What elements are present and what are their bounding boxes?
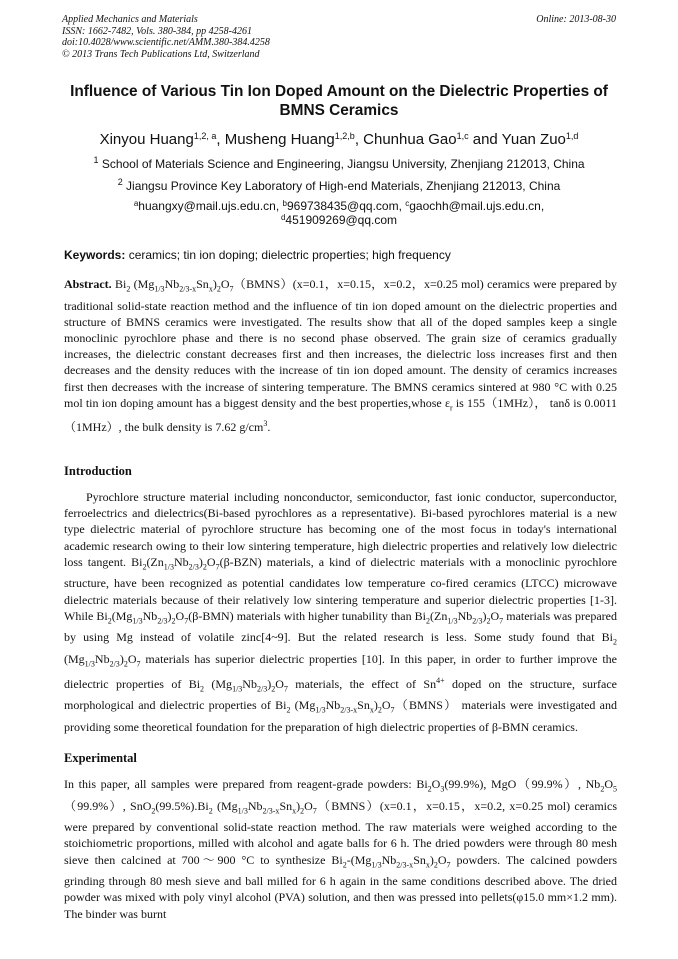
section-heading-introduction: Introduction [64, 464, 132, 478]
online-date: Online: 2013-08-30 [536, 14, 616, 25]
affiliation-text: Jiangsu Province Key Laboratory of High-end Materials, Zhenjiang 212013, China [126, 179, 561, 193]
journal-header [62, 14, 616, 60]
abstract-label: Abstract. [64, 277, 112, 291]
introduction-text: Pyrochlore structure material including nonconductor, semiconductor, fast ionic conductor, superconductor, ferroelectrics and dielectrics(Bi-based pyrochlores as a representative). Bi-based pyrochlores material is a new type dielectric material of pyrochlore structure has becoming one of the most focus in today's international academic research owing to their low sintering temperature, high dielectric properties and relatively low dielectric loss tangent. [64, 490, 617, 569]
abstract-lead: Bi [114, 277, 127, 291]
epsilon-symbol: ε [444, 395, 450, 410]
email-sup: b [282, 199, 287, 208]
author-name: Musheng Huang [224, 131, 335, 148]
copyright-line: © 2013 Trans Tech Publications Ltd, Switzerland [62, 48, 260, 60]
email: gaochh@mail.ujs.edu.cn, [409, 199, 545, 213]
author-sup: 1,c [456, 131, 469, 141]
author-separator: and [468, 131, 502, 148]
affiliation-text: School of Materials Science and Engineering, Jiangsu University, Zhenjiang 212013, China [101, 157, 585, 171]
email: 451909269@qq.com [285, 213, 398, 227]
email-sup: c [405, 199, 410, 208]
author-name: Chunhua Gao [363, 131, 457, 148]
email-line [40, 200, 638, 213]
abstract: Abstract. $Bi_2$ $(Mg_{1/3}Nb_{2/3-x}Sn_x)_2O_7(BMNS)(x=0.1$，x=0.15，x=0.2，x=0.25 mol) ceramics were prepared by traditional solid-state reaction method and the influence of tin ion doped amount on the dielectric properties and structure of BMNS ceramics were investigated. The results show that all of the doped samples keep a single monoclinic pyrochlore phase and there is no second phase observed. The grain size of ceramics gradually increases, the dielectric constant decreases first and then increases, the dielectric loss increases first and then decreases and the density reduces with the increase of tin ion doped amount. The density of ceramics increases first then decreases with the increase of sintering temperature. The BMNS ceramics sintered at 980 °C with 0.25 mol tin ion doping amount has a biggest density and the best properties,whose $\varepsilon_r$ is 155（1MHz）， tanδ is 0.0011（1MHz）, the bulk density is 7.62 $g/cm^3$. [64, 277, 618, 435]
author-sup: 1,2, a [193, 131, 217, 141]
experimental-paragraph: In this paper, all samples were prepared from reagent-grade powders: $Bi_2O_3(99.9\%)$, MgO（99.9%）, $Nb_2O_5(99.9\%)$, $SnO_2(99.5\%).Bi_2$ $(Mg_{1/3}Nb_{2/3-x}Sn_x)_2O_7(BMNS)(x=0.1$，x=0.15，x=0.2, x=0.25 mol) ceramics were prepared by conventional solid-state reaction method. The raw materials were weighed according to the stoichiometric proportions, milled with alcohol and agate balls for 6 h. The dried powders were through 80 mesh sieve then calcined at 700～900 °C to synthesize $Bi_2-(Mg_{1/3}Nb_{2/3-x}Sn_x)_2O_7$ powders. The calcined powders grinding through 80 mesh sieve and ball milled for 6 h again in the same conditions described above. The dried powder was mixed with poly vinyl alcohol (PVA) solution, and then was pressed into pellets(φ15.0 mm×1.2 mm). The binder was burnt [64, 777, 618, 921]
abstract-tail: is 155（1MHz）， tanδ is 0.0011（1MHz）, the bulk density is 7.62 g/cm [64, 395, 618, 435]
author-sup: 1,2,b [334, 131, 355, 141]
email-line-2 [40, 214, 638, 227]
email-sup: a [133, 199, 139, 208]
email: huangxy@mail.ujs.edu.cn, [138, 199, 283, 213]
keywords [64, 248, 618, 262]
affiliation-2 [40, 177, 638, 193]
author-sup: 1,d [565, 131, 579, 141]
author-name: Yuan Zuo [501, 131, 566, 148]
experimental-text: In this paper, all samples were prepared from reagent-grade powders: [64, 777, 412, 791]
paper-title: Influence of Various Tin Ion Doped Amount on the Dielectric Properties of BMNS Ceramics [70, 83, 608, 119]
abstract-body: ceramics were prepared by traditional solid-state reaction method and the influence of tin ion doped amount on the dielectric properties and structure of BMNS ceramics were investigated. The results show that all of the doped samples keep a single monoclinic pyrochlore phase and there is no second phase observed. The grain size of ceramics gradually increases, the dielectric constant decreases first and then increases, the dielectric loss increases first and then decreases and the density reduces with the increase of tin ion doped amount. The density of ceramics increases first then decreases with the increase of sintering temperature. The BMNS ceramics sintered at 980 °C with 0.25 mol tin ion doping amount has a biggest density and the best properties,whose [64, 277, 617, 410]
author-separator: , [216, 131, 225, 148]
affiliation-sup: 2 [117, 177, 123, 187]
author-separator: , [354, 131, 364, 148]
keywords-text: ceramics; tin ion doping; dielectric properties; high frequency [125, 248, 451, 262]
doi-line: doi:10.4028/www.scientific.net/AMM.380-384.4258 [62, 37, 270, 48]
email: 969738435@qq.com, [286, 199, 406, 213]
section-heading-experimental: Experimental [64, 751, 137, 765]
keywords-label: Keywords: [64, 248, 126, 262]
email-sup: d [280, 213, 286, 222]
affiliation-sup: 1 [93, 155, 99, 165]
author-list [40, 131, 638, 148]
issn-line: ISSN: 1662-7482, Vols. 380-384, pp 4258-4261 [62, 25, 252, 37]
introduction-paragraph: Pyrochlore structure material including nonconductor, semiconductor, fast ionic conductor, superconductor, ferroelectrics and dielectrics(Bi-based pyrochlores as a representative). Bi-based pyrochlores material is a new type dielectric material of pyrochlore structure has becoming one of the most focus in today's international academic research owing to their low sintering temperature, high dielectric properties and relatively low dielectric loss tangent. $Bi_2(Zn_{1/3}Nb_{2/3})_2O_7(\beta-BZN)$ materials, a kind of dielectric materials with a monoclinic pyrochlore structure, have been recognized as potential candidates low temperature co-fired ceramics (LTCC) microwave dielectric materials because of their relatively low sintering temperature and superior dielectric properties [1-3]. While $Bi_2(Mg_{1/3}Nb_{2/3})_2O_7(\beta-BMN)$ materials with higher tunability than $Bi_2(Zn_{1/3}Nb_{2/3})_2O_7$ materials was prepared by using Mg instead of volatile zinc[4~9]. But the related research is less. Some study found that $Bi_2$ $(Mg_{1/3}Nb_{2/3})_2O_7$ materials has superior dielectric properties [10]. In this paper, in order to further improve the dielectric properties of $Bi_2$ $(Mg_{1/3}Nb_{2/3})_2O_7$ materials, the effect of $Sn^{4+}$ doped on the structure, surface morphological and dielectric properties of $Bi_2$ $(Mg_{1/3}Nb_{2/3-x}Sn_x)_2O_7(BMNS)$ materials were investigated and providing some theoretical foundation for the preparation of high dielectric properties of β-BMN ceramics. [64, 490, 617, 734]
affiliation-1 [40, 155, 638, 171]
author-name: Xinyou Huang [99, 131, 194, 148]
journal-name: Applied Mechanics and Materials [62, 14, 198, 25]
